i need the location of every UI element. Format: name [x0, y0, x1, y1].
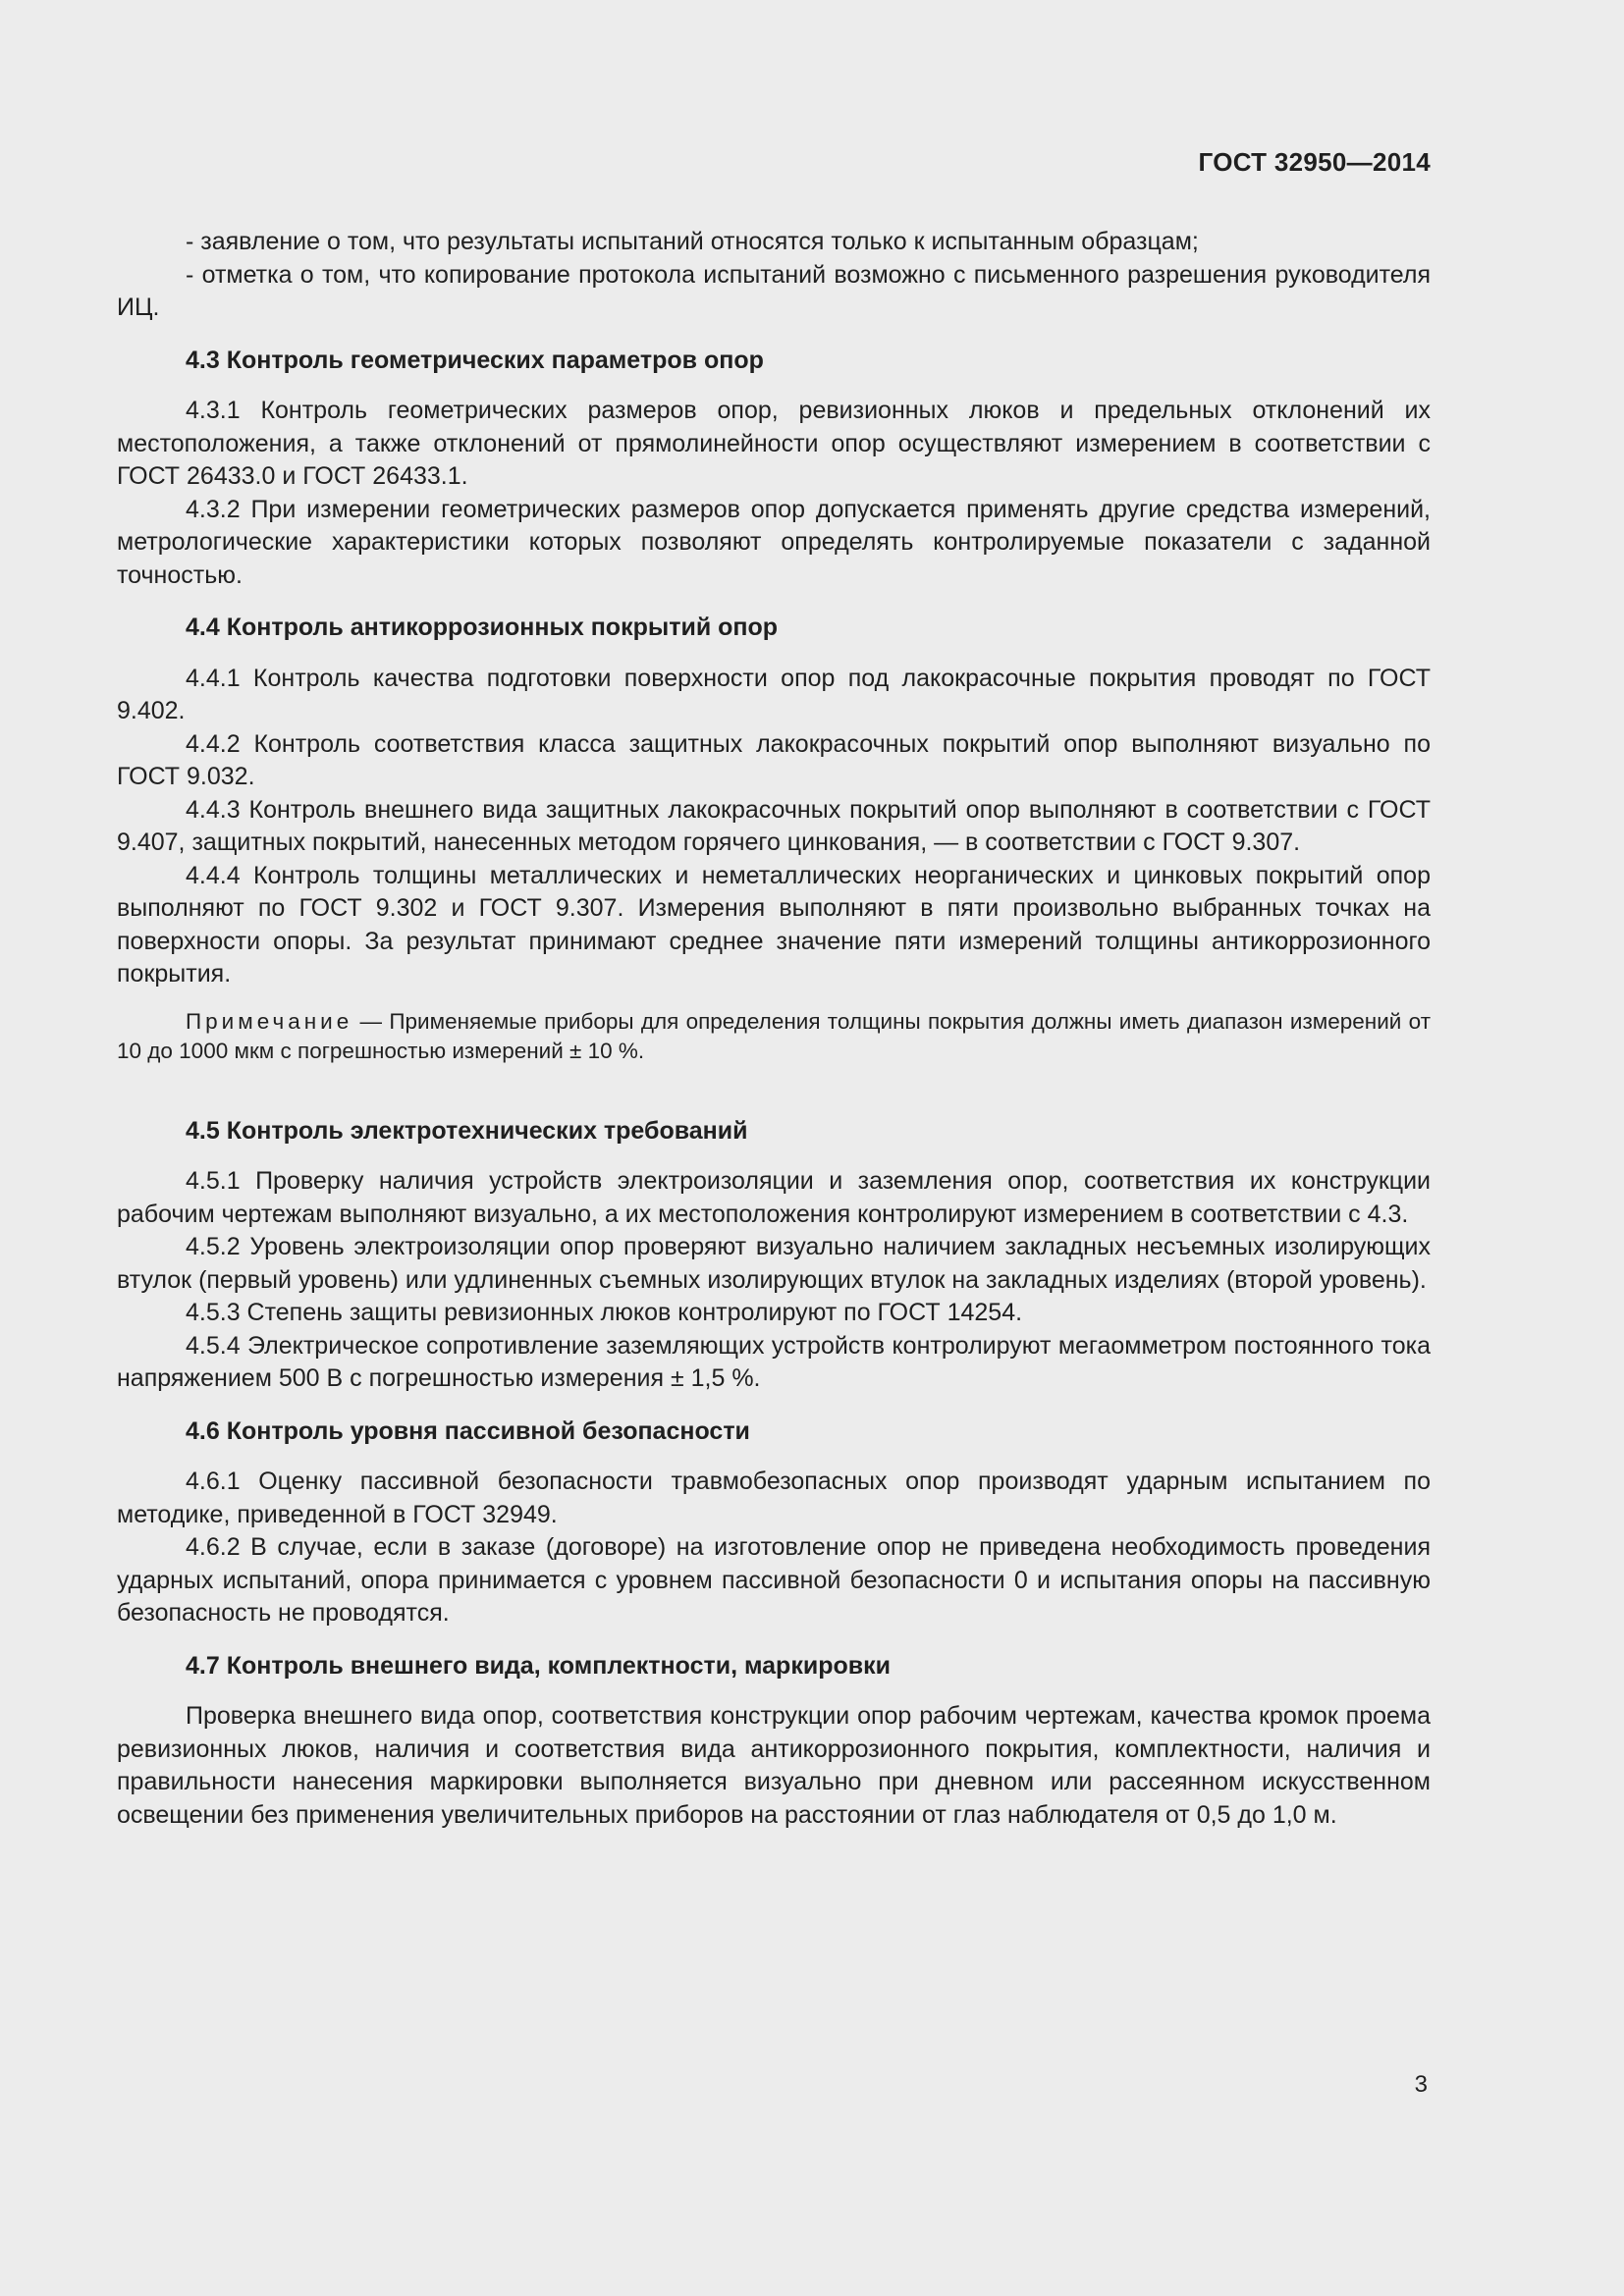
clause-4-4-3: 4.4.3 Контроль внешнего вида защитных лакокрасочных покрытий опор выполняют в соответствии с ГОСТ 9.407, защитных покрытий, нанесенных методом горячего цинкования, — в соответствии с ГОСТ 9.307. — [117, 795, 1431, 856]
clause-4-3-2: 4.3.2 При измерении геометрических размеров опор допускается применять другие средства измерений, метрологические характеристики которых позволяют определять контролируемые показатели с заданной точностью. — [117, 495, 1431, 589]
section-heading-4-6: 4.6 Контроль уровня пассивной безопасности — [186, 1416, 750, 1445]
clause-4-4-2: 4.4.2 Контроль соответствия класса защитных лакокрасочных покрытий опор выполняют визуально по ГОСТ 9.032. — [117, 729, 1431, 790]
section-heading-4-4: 4.4 Контроль антикоррозионных покрытий опор — [186, 614, 779, 641]
clause-4-4-4: 4.4.4 Контроль толщины металлических и неметаллических неорганических и цинковых покрытий опор выполняют по ГОСТ 9.302 и ГОСТ 9.307. Измерения выполняют в пяти произвольно выбранных точках на поверхности опоры. За результат принимают среднее значение пяти измерений толщины антикоррозионного покрытия. — [117, 861, 1431, 988]
document-standard-id: ГОСТ 32950—2014 — [1198, 147, 1431, 177]
clause-4-5-1: 4.5.1 Проверку наличия устройств электроизоляции и заземления опор, соответствия их конструкции рабочим чертежам выполняют визуально, а их местоположения контролируют измерением в соответствии с 4.3. — [117, 1167, 1431, 1228]
note — [117, 991, 1431, 1095]
clause-4-5-4: 4.5.4 Электрическое сопротивление заземляющих устройств контролируют мегаомметром постоянного тока напряжением 500 В с погрешностью измерения ± 1,5 %. — [117, 1331, 1431, 1392]
list-item-copy-note: - отметка о том, что копирование протокола испытаний возможно с письменного разрешения руководителя ИЦ. — [117, 260, 1431, 321]
clause-4-3-1: 4.3.1 Контроль геометрических размеров опор, ревизионных люков и предельных отклонений их местоположения, а также отклонений от прямолинейности опор осуществляют измерением в соответствии с ГОСТ 26433.0 и ГОСТ 26433.1. — [117, 397, 1431, 490]
note-label: Примечание — [186, 1008, 353, 1034]
clause-4-6-2: 4.6.2 В случае, если в заказе (договоре) на изготовление опор не приведена необходимость проведения ударных испытаний, опора принимается с уровнем пассивной безопасности 0 и испытания опоры на пассивную безопасность не проводятся. — [117, 1533, 1431, 1627]
clause-4-5-3: 4.5.3 Степень защиты ревизионных люков контролируют по ГОСТ 14254. — [186, 1299, 1023, 1326]
section-heading-4-3: 4.3 Контроль геометрических параметров опор — [186, 346, 764, 374]
clause-4-6-1: 4.6.1 Оценку пассивной безопасности травмобезопасных опор производят ударным испытанием по методике, приведенной в ГОСТ 32949. — [117, 1468, 1431, 1528]
clause-4-4-1: 4.4.1 Контроль качества подготовки поверхности опор под лакокрасочные покрытия проводят по ГОСТ 9.402. — [117, 664, 1431, 724]
list-item-statement: - заявление о том, что результаты испытаний относятся только к испытанным образцам; — [186, 228, 1199, 255]
clause-4-7-body: Проверка внешнего вида опор, соответствия конструкции опор рабочим чертежам, качества кромок проема ревизионных люков, наличия и соответствия вида антикоррозионного покрытия, комплектности, наличия и правильности нанесения маркировки выполняется визуально при дневном или рассеянном искусственном освещении без применения увеличительных приборов на расстоянии от глаз наблюдателя от 0,5 до 1,0 м. — [117, 1702, 1431, 1829]
section-heading-4-5: 4.5 Контроль электротехнических требований — [186, 1116, 748, 1145]
section-heading-4-7: 4.7 Контроль внешнего вида, комплектности, маркировки — [186, 1651, 891, 1680]
document-body — [117, 226, 1431, 1832]
note-text: — Применяемые приборы для определения толщины покрытия должны иметь диапазон измерений от 10 до 1000 мкм с погрешностью измерений ± 10 %. — [117, 1008, 1431, 1063]
clause-4-5-2: 4.5.2 Уровень электроизоляции опор проверяют визуально наличием закладных несъемных изолирующих втулок (первый уровень) или удлиненных съемных изолирующих втулок на закладных изделиях (второй уровень). — [117, 1233, 1431, 1294]
page-number: 3 — [1414, 2071, 1428, 2098]
